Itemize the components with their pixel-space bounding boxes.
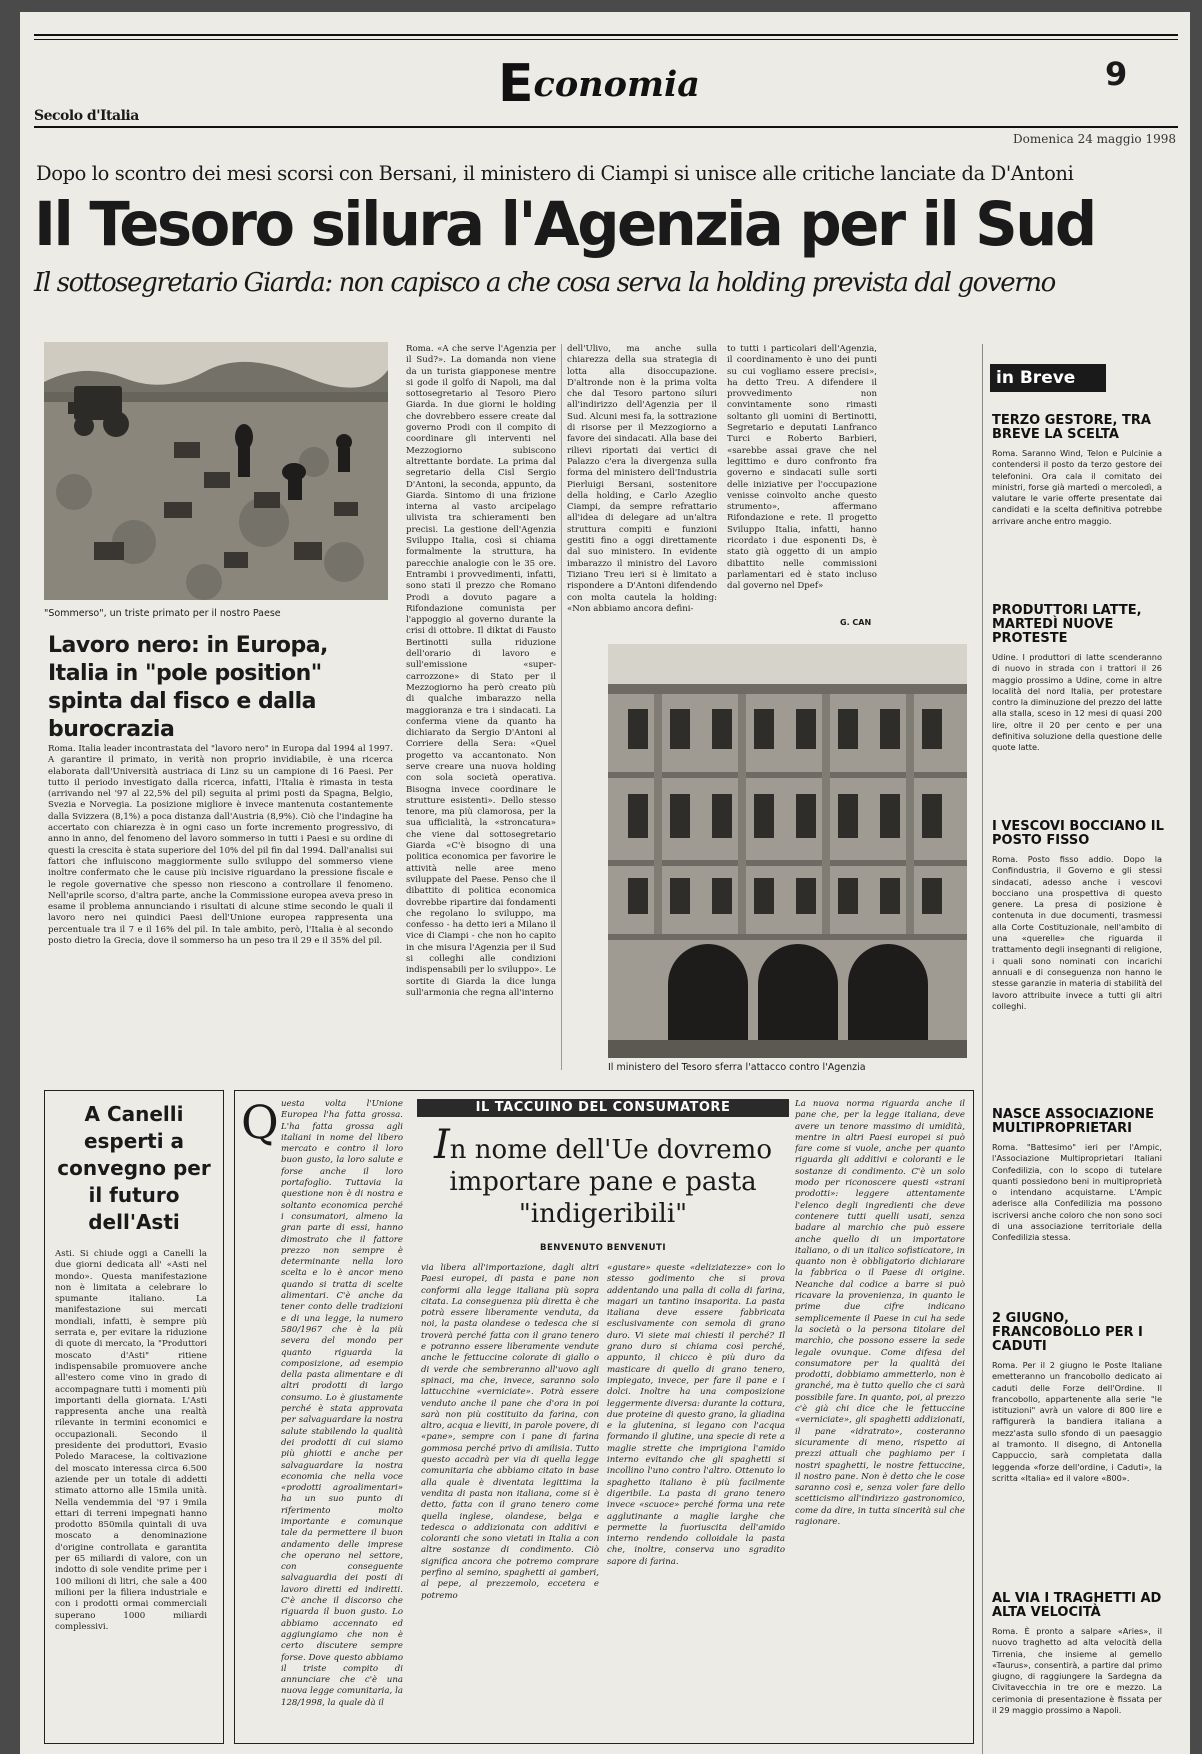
brief-title: I VESCOVI BOCCIANO IL POSTO FISSO [992,819,1164,848]
brief-item [992,604,1172,810]
sidebar-divider [982,344,983,1754]
taccuino-title [421,1122,785,1230]
section-initial: E [498,54,534,114]
brief-title: PRODUTTORI LATTE, MARTEDÌ NUOVE PROTESTE [992,603,1142,646]
masthead-rule [34,126,1178,128]
section-title [498,56,700,118]
field-workers-illustration [44,342,388,600]
taccuino-col2: via libera all'importazione, dagli altri Paesi europei, di pasta e pane non conformi alla legge italiana più sopra citata. La conseguenza più diretta è che potrà essere liberamente venduta, da noi, la pasta olandese o tedesca che si troverà perché fatta con il grano tenero e potranno essere liberamente vendute anche le fettuccine colorate di giallo o di verde che sembreranno all'uovo agli spinaci, ma che, invece, saranno solo lattucchine «verniciate». Potrà essere venduto anche il pane che d'ora in poi sarà non più costituito da farina, con altro, acqua e lieviti, in parole povere, di «pane», sempre con i pane di farina gommosa perché privo di amilisia. Tutto questo accadrà per via di quella legge comunitaria che abbiamo citato in base alla quale è diventata legittima la vendita di pasta non italiana, come si è detto, fatta con il grano tenero come quella inglese, olandese, belga e tedesca o addizionata con additivi e coloranti che sono vietati in Italia a con altre sostanze di condimento. Ciò significa ancora che potremo comprare perfino al semino, spaghetti ai gamberi, al pepe, al prezzemolo, eccetera e potremo [421,1263,599,1601]
main-subheadline: Il sottosegretario Giarda: non capisco a che cosa serva la holding prevista dal governo [34,268,1055,298]
canelli-box [44,1090,224,1744]
brief-title: 2 GIUGNO, FRANCOBOLLO PER I CADUTI [992,1311,1143,1354]
main-story-byline: G. CAN [840,618,872,627]
brief-item [992,1592,1172,1736]
brief-body: Roma. È pronto a salpare «Aries», il nuovo traghetto ad alta velocità della Tirrenia, che insieme al gemello «Taurus», consentirà, a partire dal primo giugno, di raggiungere la Sardegna da Civitavecchia in tre ore e mezzo. La cerimonia di presentazione è fissata per il 29 maggio prossimo a Napoli. [992,1626,1162,1716]
ministry-photo-caption: Il ministero del Tesoro sferra l'attacco contro l'Agenzia [608,1062,866,1073]
taccuino-title-text: n nome dell'Ue dovremo importare pane e pasta "indigeribili" [449,1135,772,1229]
kicker: Dopo lo scontro dei mesi scorsi con Bersani, il ministero di Ciampi si unisce alle critiche lanciate da D'Antoni [36,162,1074,185]
brief-title: NASCE ASSOCIAZIONE MULTIPROPRIETARI [992,1107,1155,1136]
main-headline: Il Tesoro silura l'Agenzia per il Sud [34,189,1095,260]
taccuino-col3: «gustare» queste «deliziatezze» con lo stesso godimento che si prova addentando una palla di colla di farina, magari un tantino insaporita. La pasta italiana deve essere fabbricata esclusivamente con semola di grano duro. Vi siete mai chiesti il perché? Il grano duro si chiama così perché, appunto, il chicco è più duro da masticare di quello di grano tenero, impiegato, invece, per fare il pane e i dolci. Inoltre ha una composizione leggermente diversa: durante la cottura, due proteine di questo grano, la gliadina e la glutenina, si legano con l'acqua formando il glutine, una specie di rete a maglie strette che imprigiona l'amido interno evitando che gli spaghetti si incollino l'uno contro l'altro. Ottenuto lo spaghetto italiano è più facilmente digeribile. La pasta di grano tenero invece «scuoce» perché forma una rete agglutinante a maglie larghe che permette la fuoriuscita dell'amido interno rendendo colloidale la pasta che, inoltre, conserva uno sgradito sapore di farina. [607,1263,785,1567]
brief-body: Roma. "Battesimo" ieri per l'Ampic, l'Associazione Multiproprietari Italiani Confedilizia, con lo scopo di tutelare quanti possiedono beni in multiproprietà o intendano acquistarne. L'Ampic aderisce alla Confedilizia ma possono iscriversi anche coloro che non sono soci di una associazione territoriale della Confedilizia stessa. [992,1142,1162,1243]
brief-item [992,1108,1172,1288]
in-breve-logo [990,364,1106,392]
canelli-body: Asti. Si chiude oggi a Canelli la due giorni dedicata all' «Asti nel mondo». Questa manifestazione non è limitata a celebrare lo spumante italiano. La manifestazione sui mercati mondiali, infatti, è sempre più serrata e, per evitare la riduzione di quote di mercato, la "Produttori moscato d'Asti" ritiene indispensabile promuovere anche all'estero come vino in grado di accompagnare tutti i momenti più importanti della giornata. L'Asti rappresenta anche una realtà rilevante in termini economici e occupazionali. Secondo il presidente dei produttori, Evasio Poledo Maracese, la coltivazione del moscato interessa circa 6.500 aziende per un totale di addetti stimato attorno alle 15mila unità. Nella vendemmia del '97 i 9mila ettari di terreni impegnati hanno prodotto 850mila quintali di uva moscato a denominazione d'origine controllata e garantita per 65 miliardi di valore, con un indotto di sole vendite prime per i 100 milioni di litri, che sale a 400 milioni per la filiera industriale e con i prodotti ormai commerciali superano 1000 miliardi complessivi. [55,1249,207,1632]
col-divider [561,344,562,1070]
section-name: conomia [533,64,700,105]
taccuino-banner-text: IL TACCUINO DEL CONSUMATORE [475,1100,731,1115]
taccuino-col1: uesta volta l'Unione Europea l'ha fatta grossa. L'ha fatta grossa agli italiani in nome del libero mercato e contro il loro buon gusto, la loro salute e forse anche il loro portafoglio. Tuttavia la questione non è di nostra e soltanto economica perché i consumatori, almeno la gran parte di essi, hanno dimostrato che il fattore prezzo non sempre è determinante nella loro scelta e lo è ancor meno quando si tratta di scelte alimentari. C'è anche da tener conto delle tradizioni e di una legge, la numero 580/1967 che è la più severa del mondo per quanto riguarda la composizione, ad esempio della pasta alimentare e di altri prodotti di largo consumo. Lo è giustamente perché è stata approvata per salvaguardare la nostra salute stabilendo la qualità dei prodotti di cui siamo più ghiotti e anche per salvaguardare la nostra economia che nella voce «prodotti agroalimentari» ha un suo punto di riferimento molto importante e comunque tale da permettere il buon andamento delle imprese che operano nel settore, con conseguente salvaguardia dei posti di lavoro diretti ed indiretti. C'è anche il discorso che riguarda il buon gusto. Lo abbiamo accennato ed aggiungiamo che non è certo discutere sempre forse. Dove questo abbiamo il triste compito di annunciare che c'è una nuova legge comunitaria, la 128/1998, la quale dà il [281,1099,403,1708]
brief-title: TERZO GESTORE, TRA BREVE LA SCELTA [992,413,1151,442]
lavoro-nero-body: Roma. Italia leader incontrastata del "lavoro nero" in Europa dal 1994 al 1997. A garantire il primato, in verità non proprio invidiabile, è una ricerca elaborata dall'Università austriaca di Linz su un campione di 16 Paesi. Per tutto il periodo investigato dalla ricerca, infatti, l'Italia è rimasta in testa (arrivando nel '97 al 22,5% del pil) seguita al primi posti da Spagna, Belgio, Svezia e Norvegia. La posizione migliore è invece mantenuta costantemente dalla Svizzera (8,1%) a poca distanza dall'Austria (8,9%). Ciò che l'indagine ha accertato con chiarezza è in ogni caso un forte incremento progressivo, di anno in anno, del fenomeno del lavoro sommerso in tutti i Paesi e su ordine di questi la crescita è stata superiore del 10% del pil fin dal 1994. Dall'analisi sui fattori che influiscono maggiormente sullo sviluppo del sommerso viene inoltre confermato che le cause più incisive riguardano la pressione fiscale e le regole governative che spesso non riescono a controllare il fenomeno. Nell'aprile scorso, d'altra parte, anche la Commissione europea aveva preso in esame il problema annunciando i risultati di alcune stime secondo le quali il lavoro nero nei quindici Paesi dell'Unione europea rappresenta una percentuale tra il 7 e il 16% del pil. In tale ambito, però, l'Italia è al secondo posto dietro la Grecia, dove il sommerso ha un peso tra il 29 e il 35% del pil. [48,744,393,947]
main-story-col2: dell'Ulivo, ma anche sulla chiarezza della sua strategia di lotta alla disoccupazione. D'altronde non è la prima volta che dal Tesoro partono siluri all'indirizzo dell'Agenzia per il Sud. Alcuni mesi fa, la sottrazione di risorse per il Mezzogiorno a favore dei sindacati. Alla base dei rilievi riportati dai vertici di Palazzo c'era la divergenza sulla forma del ministero dell'Industria Pierluigi Bersani, sostenitore della holding, e Carlo Azeglio Ciampi, da sempre refrattario all'idea di delegare ad un'altra struttura compiti e funzioni gestiti fino a oggi direttamente dal suo ministero. In evidente imbarazzo il ministro del Lavoro Tiziano Treu ieri si è limitato a rispondere a D'Antoni difendendo con molta cautela la holding: «Non abbiamo ancora defini- [567,344,717,614]
main-story-col3: to tutti i particolari dell'Agenzia, il coordinamento è uno dei punti su cui vogliamo essere precisi», ha detto Treu. A difendere il provvedimento non convintamente sono rimasti soltanto gli uomini di Bertinotti, Segretario e deputati Lanfranco Turci e Roberto Barbieri, «sarebbe assai grave che nel legittimo e duro confronto fra governo e sindacati sulle sorti delle iniziative per l'occupazione venisse coinvolto anche questo strumento», affermano Rifondazione e rete. Il progetto Sviluppo Italia, infatti, hanno ricordato i due esponenti Ds, è stato già oggetto di un ampio dibattito nelle commissioni parlamentari ed è stato incluso dal governo nel Dpef» [727,344,877,592]
canelli-headline: A Canelli esperti a convegno per il futuro dell'Asti [57,1102,211,1234]
brief-body: Roma. Saranno Wind, Telon e Pulcinie a contendersi il posto da terzo gestore dei telefonini. Ora cala il comitato dei ministri, forse già martedì o mercoledì, a valutare le varie offerte presentate dai candidati e la scelta definitiva potrebbe arrivare anche entro maggio. [992,448,1162,526]
main-story-col1: Roma. «A che serve l'Agenzia per il Sud?». La domanda non viene da un turista giapponese mentre si gode il golfo di Napoli, ma dal sottosegretario al Tesoro Piero Giarda. In due giorni le holding che dovrebbero essere create dal governo Prodi con il compito di coordinare gli interventi nel Mezzogiorno subiscono altrettante bordate. La prima dal segretario della Cisl Sergio D'Antoni, la seconda, appunto, da Giarda. Sintomo di una frizione interna al vasto arcipelago ulivista tra schieramenti ben precisi. La gestione dell'Agenzia Sviluppo Italia, così si chiama formalmente la struttura, ha parecchie analogie con le 35 ore. Entrambi i provvedimenti, infatti, sono stati il prezzo che Romano Prodi a dovuto pagare a Rifondazione comunista per l'appoggio al governo durante la crisi di ottobre. Il diktat di Fausto Bertinotti sulla riduzione dell'orario di lavoro e sull'emissione «super-carrozzone» di Stato per il Mezzogiorno ha però creato più di qualche imbarazzo nella maggioranza e tra i sindacati. La conferma viene da quanto ha dichiarato da Sergio D'Antoni al Corriere della Sera: «Quel progetto va accantonato. Non serve creare una nuova holding con sola società operativa. Bisogna invece coordinare le strutture esistenti». Dello stesso tenore, ma più clamorosa, per la sua ufficialità, la «stroncatura» che viene dal sottosegretario Giarda «C'è bisogno di una politica economica per favorire le attività nelle aree meno sviluppate del Paese. Penso che il dibattito di politica economica dovrebbe ripartire dai fondamenti che regolano lo sviluppo, ma confesso - ha detto ieri a Milano il vice di Ciampi - che non ho capito in che misura l'Agenzia per il Sud si colleghi alle condizioni indispensabili per lo sviluppo». Le sortite di Giarda la dice lunga sull'armonia che regna all'interno [406,344,556,998]
top-rule [34,34,1178,36]
brief-title: AL VIA I TRAGHETTI AD ALTA VELOCITÀ [992,1591,1162,1620]
brief-body: Roma. Per il 2 giugno le Poste Italiane emetteranno un francobollo dedicato ai caduti delle Forze dell'Ordine. Il francobollo, appartenente alla serie "le istituzioni" avrà un valore di 800 lire e raffigurerà la bandiera italiana a mezz'asta sullo sfondo di un paesaggio al tramonto. Il disegno, di Antonella Cappuccio, sarà completata dalla leggenda «forze dell'ordine, i Caduti», la scritta «Italia» ed il valore «800». [992,1360,1162,1483]
taccuino-col4: La nuova norma riguarda anche il pane che, per la legge italiana, deve avere un tenore massimo di umidità, mentre in altri Paesi europei si può fare come si vuole, anche per quanto riguarda gli additivi e coloranti e le sostanze di condimento. C'è un solo modo per riconoscere questi «strani prodotti»: leggere attentamente l'elenco degli ingredienti che deve contenere tutti quelli usati, senza badare al marchio che può essere anche quello di un importatore italiano, o di un italico sofisticatore, in quanto non è obbligatorio dichiarare la fabbrica o il Paese di origine. Neanche dal codice a barre si può ricavare la provenienza, in quanto le prime due cifre indicano semplicemente il Paese in cui ha sede la società o la persona titolare del marchio, che possono essere la sede legale ovunque. Come difesa del consumatore per la qualità dei prodotti, dobbiamo ammetterlo, non è granché, ma è tutto quello che ci sarà possibile fare. In quanto, poi, al prezzo c'è già chi dice che le fettuccine «verniciate», gli spaghetti addizionati, il pane «idratrato», costeranno sicuramente di meno, rispetto ai prezzi attuali che paghiamo per i nostri spaghetti, le nostre fettuccine, il nostro pane. Non è detto che le cose saranno così e, senza voler fare dello scetticismo all'indirizzo gastronomico, come da dire, in tutta sincerità sul che ragionare. [795,1099,965,1527]
taccuino-dropcap: Q [241,1095,279,1149]
taccuino-title-initial: I [433,1122,450,1168]
brief-item [992,1312,1172,1576]
field-photo-caption: "Sommerso", un triste primato per il nostro Paese [44,608,281,619]
brief-item [992,820,1172,1082]
ministry-building-illustration [608,644,967,1058]
brief-item [992,414,1172,584]
brief-body: Udine. I produttori di latte scenderanno di nuovo in strada con i trattori il 26 maggio prossimo a Udine, come in altre località del nord Italia, per protestare contro la diminuzione del prezzo del latte alla stalla, sceso in 12 mesi di quasi 200 lire, oltre il 20 per cento e per una definitiva soluzione della questione delle quote latte. [992,652,1162,753]
field-workers-photo [44,342,388,600]
newspaper-page [20,12,1190,1754]
top-rule-thin [34,39,1178,40]
paper-name: Secolo d'Italia [34,108,139,124]
taccuino-box [234,1090,974,1744]
taccuino-banner [417,1099,789,1117]
taccuino-byline: BENVENUTO BENVENUTI [539,1243,667,1253]
page-number: 9 [1105,55,1128,93]
ministry-building-photo [608,644,967,1058]
in-breve-logo-text: in Breve [996,368,1076,388]
issue-date: Domenica 24 maggio 1998 [1013,132,1176,146]
lavoro-nero-headline: Lavoro nero: in Europa, Italia in "pole position" spinta dal fisco e dalla burocrazia [48,633,328,742]
brief-body: Roma. Posto fisso addio. Dopo la Confindustria, il Governo e gli stessi sindacati, adesso anche i vescovi bocciano una prospettiva di questo genere. La presa di posizione è contenuta in due documenti, trasmessi alla Corte Costituzionale, nell'ambito di una «querelle» che riguarda il trattamento degli insegnanti di religione, i quali sono nominati con incarichi annuali e di conseguenza non hanno le stesse garanzie in materia di stabilità del lavoro attribuite invece a tutti gli altri colleghi. [992,854,1162,1011]
